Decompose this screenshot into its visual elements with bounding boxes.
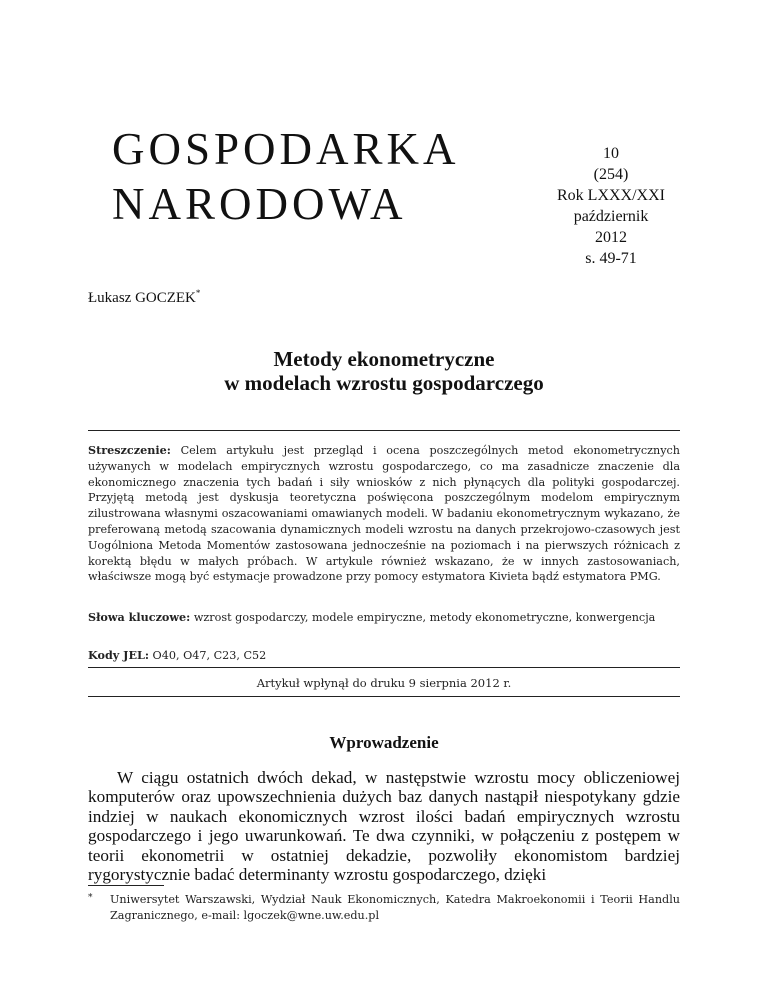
issue-total: (254) bbox=[593, 166, 629, 183]
issue-year-volume: Rok LXXX/XXI bbox=[557, 187, 665, 204]
keywords-label: Słowa kluczowe: bbox=[88, 610, 191, 624]
divider-bottom bbox=[88, 696, 680, 697]
footnote bbox=[88, 892, 680, 924]
issue-month: październik bbox=[573, 208, 649, 225]
issue-year: 2012 bbox=[595, 229, 627, 246]
keywords-text: wzrost gospodarczy, modele empiryczne, metody ekonometryczne, konwergencja bbox=[193, 611, 656, 624]
journal-title-line2: NARODOWA bbox=[112, 179, 407, 229]
jel-label: Kody JEL: bbox=[88, 648, 149, 662]
paper-title-line1: Metody ekonometryczne bbox=[273, 347, 495, 371]
divider-top bbox=[88, 430, 680, 431]
section-heading: Wprowadzenie bbox=[329, 733, 439, 752]
journal-title bbox=[112, 122, 512, 232]
abstract bbox=[88, 443, 680, 585]
divider-middle bbox=[88, 667, 680, 668]
jel-text: O40, O47, C23, C52 bbox=[152, 649, 267, 662]
author-name: Łukasz GOCZEK bbox=[88, 290, 196, 306]
keywords bbox=[88, 610, 680, 626]
issue-info bbox=[555, 143, 667, 269]
paper-title bbox=[88, 347, 680, 395]
jel-codes bbox=[88, 648, 680, 664]
author-line bbox=[88, 288, 200, 307]
introduction-paragraph: W ciągu ostatnich dwóch dekad, w następstwie wzrostu mocy obliczeniowej komputerów oraz upowszechnienia dużych baz danych nastąpił niespotykany gdzie indziej w naukach ekonomicznych wzrost ilości badań empirycznych wzrostu gospodarczego i jego uwarunkowań. Te dwa czynniki, w połączeniu z postępem w teorii ekonometrii w ostatniej dekadzie, pozwoliły ekonomistom bardziej rygorystycznie badać determinanty wzrostu gospodarczego, dzięki bbox=[88, 768, 680, 885]
journal-title-line1: GOSPODARKA bbox=[112, 124, 460, 174]
issue-pages: s. 49-71 bbox=[585, 250, 637, 267]
issue-number: 10 bbox=[603, 145, 619, 162]
abstract-text: Celem artykułu jest przegląd i ocena poszczególnych metod ekonometrycznych używanych w modelach empirycznych wzrostu gospodarczego, co ma zasadnicze znaczenie dla ekonomicznego znaczenia tych badań i siły wniosków z nich płynących dla polityki gospodarczej. Przyjętą metodą jest dyskusja teoretyczna poświęcona poszczególnym modelom empirycznym zilustrowana własnymi oszacowaniami omawianych modeli. W badaniu ekonometrycznym wykazano, że preferowaną metodą szacowania dynamicznych modeli wzrostu na danych przekrojowo-czasowych jest Uogólniona Metoda Momentów zastosowana jednocześnie na poziomach i na pierwszych różnicach z korektą błędu w małych próbach. W artykule również wskazano, że w innych zastosowaniach, właściwsze mogą być estymacje prowadzone przy pomocy estymatora Kivieta bądź estymatora PMG. bbox=[88, 444, 680, 584]
abstract-label: Streszczenie: bbox=[88, 443, 171, 457]
footnote-rule bbox=[88, 885, 164, 886]
author-footnote-mark: * bbox=[195, 288, 201, 298]
footnote-text: Uniwersytet Warszawski, Wydział Nauk Ekonomicznych, Katedra Makroekonomii i Teorii Handlu Zagranicznego, e-mail: lgoczek@wne.uw.edu.pl bbox=[110, 893, 680, 922]
footnote-mark: * bbox=[88, 893, 93, 903]
received-date: Artykuł wpłynął do druku 9 sierpnia 2012 r. bbox=[256, 676, 512, 690]
paper-title-line2: w modelach wzrostu gospodarczego bbox=[224, 371, 544, 395]
